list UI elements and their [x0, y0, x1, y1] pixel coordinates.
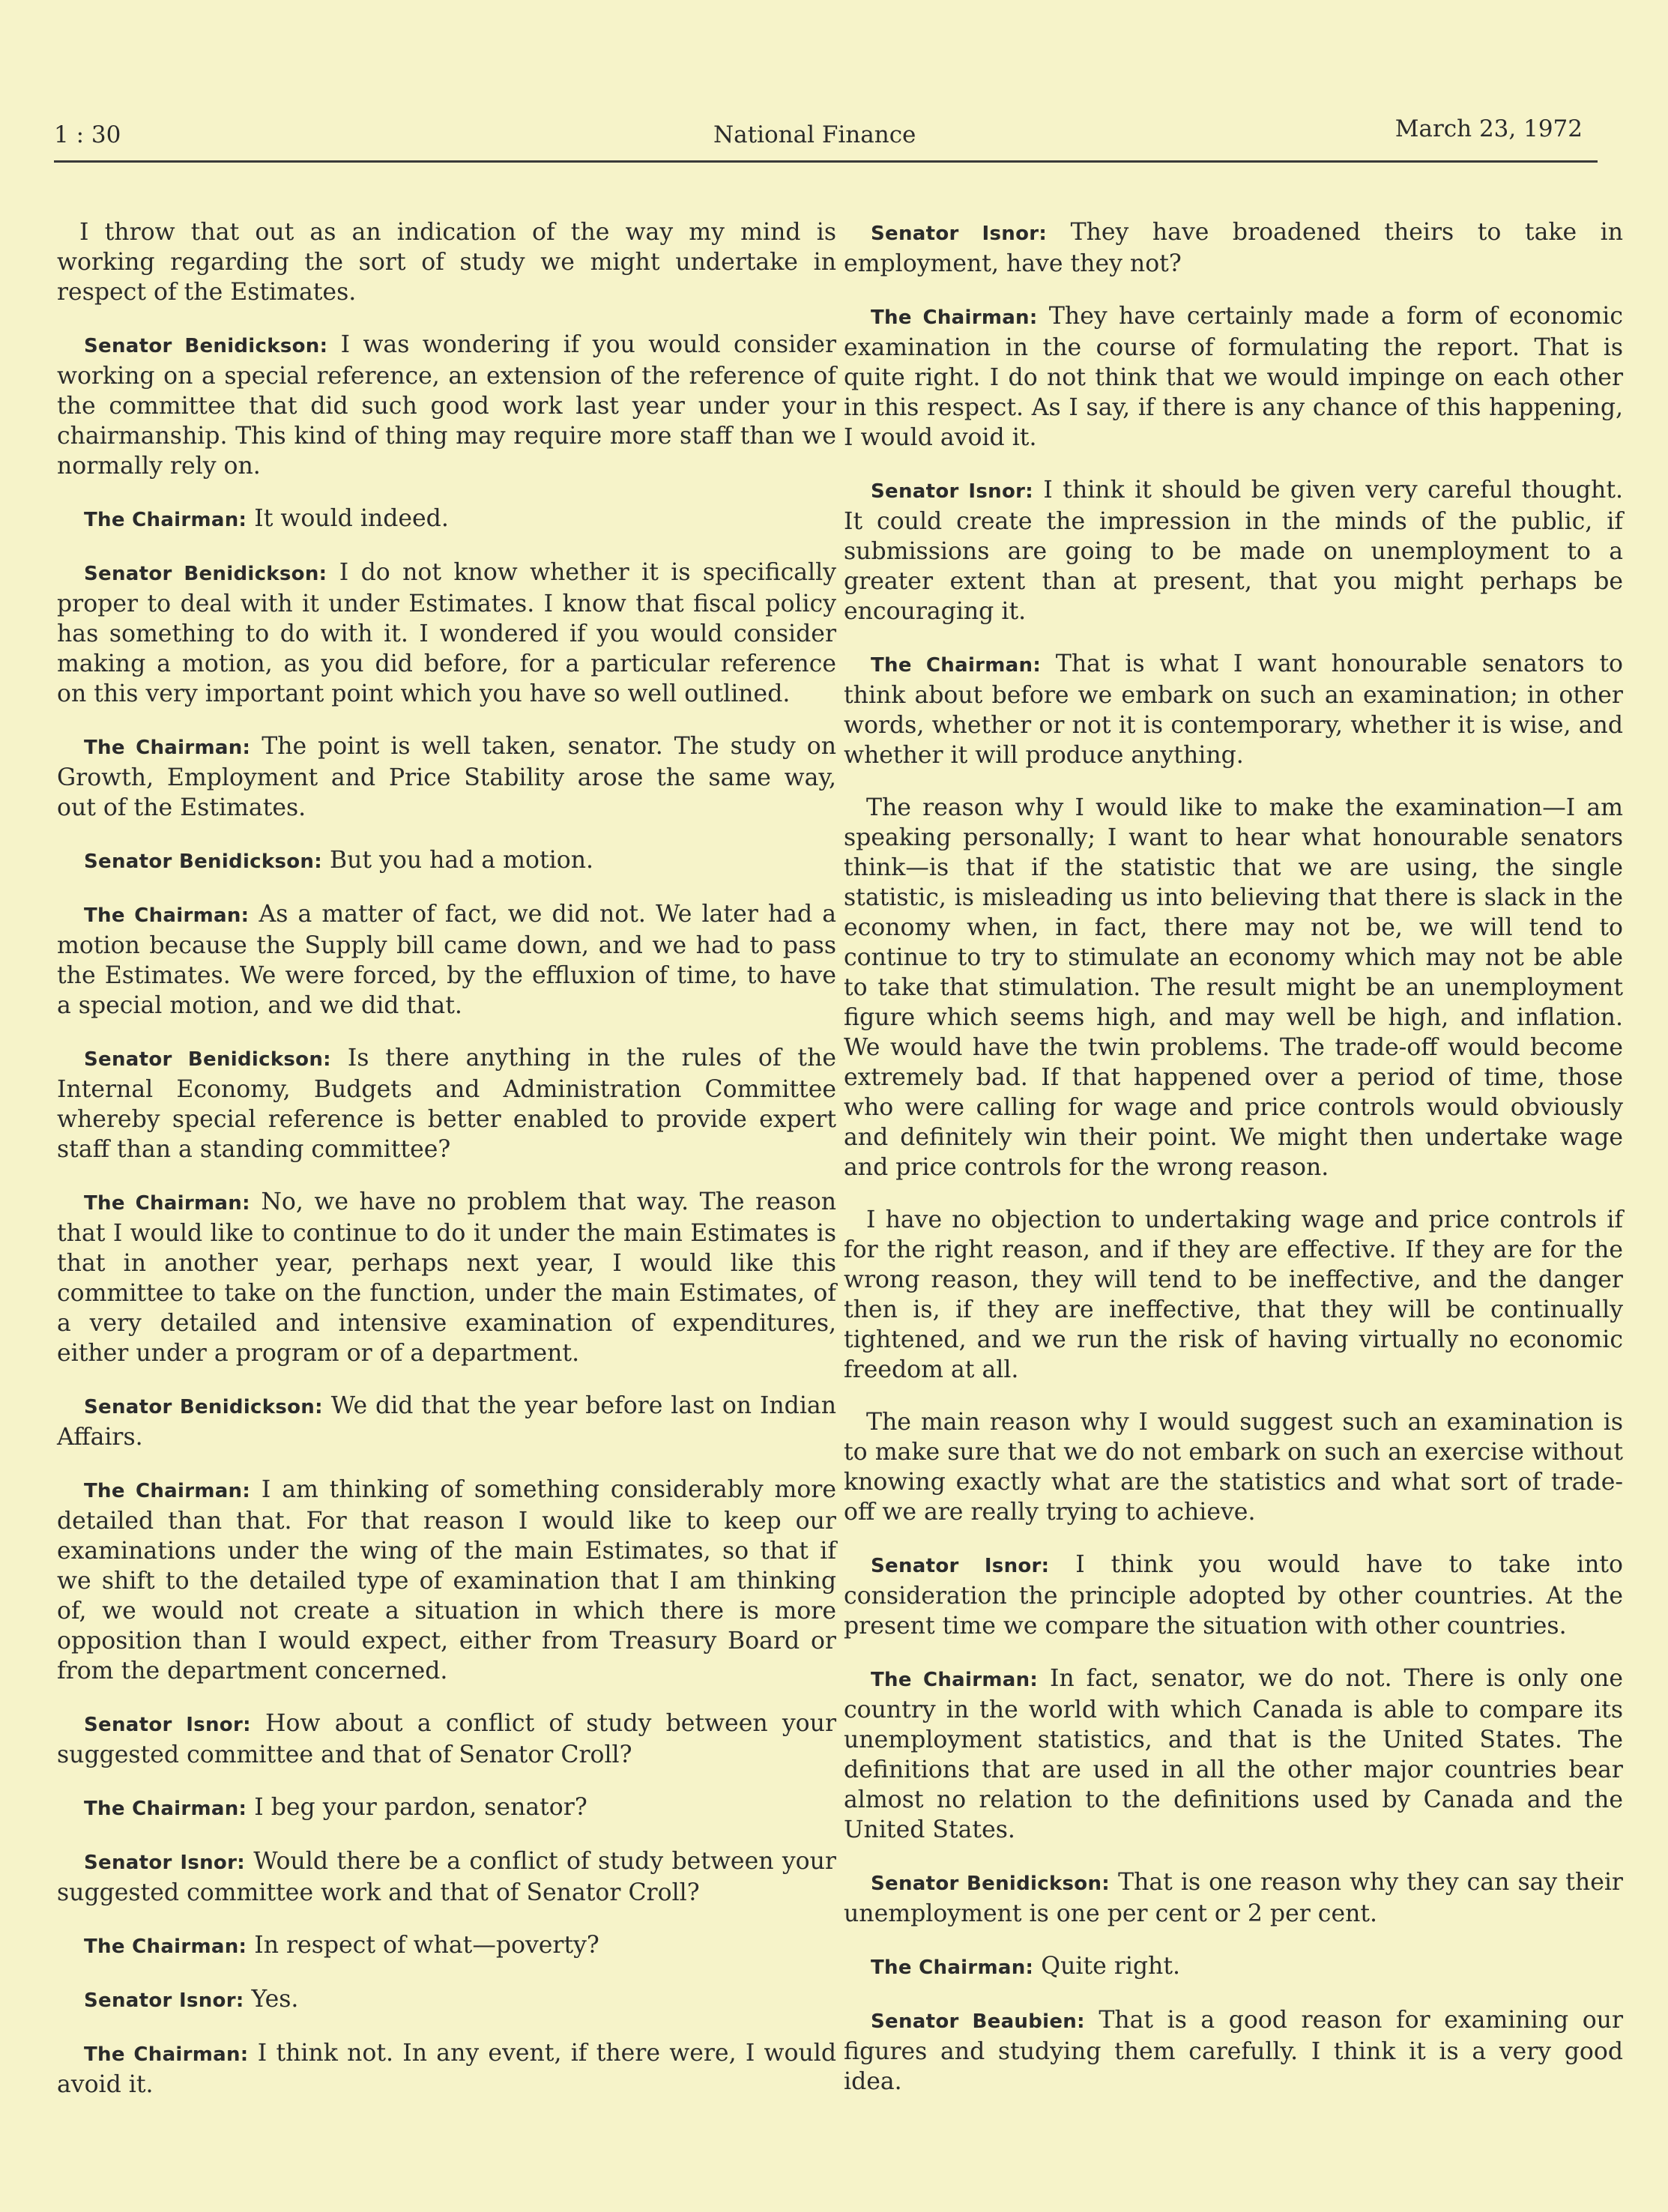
paragraph-text: Is there anything in the rules of the Internal Economy, Budgets and Administration Committee whereby special reference is better enabled to provide expert staff than a standing committee? [57, 1045, 836, 1163]
right-column [844, 217, 1623, 2119]
transcript-paragraph [844, 649, 1623, 770]
transcript-paragraph [57, 2038, 836, 2100]
paragraph-text: I throw that out as an indication of the way my mind is working regarding the sort of study we might undertake in respect of the Estimates. [57, 219, 836, 306]
transcript-paragraph [57, 1792, 836, 1824]
speaker-name: Senator Benidickson: [84, 1396, 323, 1418]
speaker-name: The Chairman: [84, 1798, 247, 1820]
speaker-name: The Chairman: [871, 1669, 1039, 1691]
speaker-name: Senator Benidickson: [84, 850, 322, 873]
transcript-paragraph [844, 1663, 1623, 1845]
transcript-paragraph [57, 330, 836, 481]
page-number: 1 : 30 [54, 121, 121, 148]
paragraph-text: I do not know whether it is specifically proper to deal with it under Estimates. I know that fiscal policy has something to do with it. I wondered if you would consider making a motion, as you did before, for a particular reference on this very important point which you have so well outlined. [57, 559, 836, 707]
speaker-name: Senator Benidickson: [871, 1873, 1110, 1895]
paragraph-text: No, we have no problem that way. The reason that I would like to continue to do it under the main Estimates is that in another year, perhaps next year, I would like this committee to take on the function, under the main Estimates, of a very detailed and intensive examination of expenditures, either under a program or of a department. [57, 1188, 837, 1367]
paragraph-text: Would there be a conflict of study between your suggested committee work and that of Senator Croll? [57, 1848, 836, 1906]
speaker-name: The Chairman: [84, 904, 250, 927]
paragraph-text: I have no objection to undertaking wage and price controls if for the right reason, and if they are effective. If they are for the wrong reason, they will tend to be ineffective, and the danger then is, if they are ineffective, that they will be continually tightened, and we run the risk of having virtually no economic freedom at all. [844, 1206, 1623, 1383]
paragraph-text: They have certainly made a form of economic examination in the course of formulating the report. That is quite right. I do not think that we would impinge on each other in this respect. As I say, if there is any chance of this happening, I would avoid it. [844, 303, 1624, 451]
publication-title: National Finance [713, 121, 916, 148]
speaker-name: Senator Isnor: [84, 1714, 251, 1736]
paragraph-text: We did that the year before last on Indian Affairs. [57, 1392, 836, 1451]
speaker-name: The Chairman: [871, 1956, 1034, 1979]
paragraph-text: I think it should be given very careful thought. It could create the impression in the minds of the public, if submissions are going to be made on unemployment to a greater extent than at present, that you might perhaps be encouraging it. [844, 477, 1623, 625]
transcript-paragraph [57, 899, 836, 1021]
speaker-name: The Chairman: [84, 509, 247, 531]
speaker-name: The Chairman: [871, 654, 1042, 677]
speaker-name: Senator Isnor: [84, 1852, 245, 1874]
paragraph-text: The main reason why I would suggest such an examination is to make sure that we do not embark on such an exercise without knowing exactly what are the statistics and what sort of trade-off we are really trying to achieve. [844, 1409, 1623, 1526]
paragraph-text: The reason why I would like to make the examination—I am speaking personally; I want to hear what honourable senators think—is that if the statistic that we are using, the single statistic, is misleading us into believing that there is slack in the economy when, in fact, there may not be, we will tend to continue to try to stimulate an economy which may not be able to take that stimulation. The result might be an unemployment figure which seems high, and may well be high, and inflation. We would have the twin problems. The trade-off would become extremely bad. If that happened over a period of time, those who were calling for wage and price controls would obviously and definitely win their point. We might then undertake wage and price controls for the wrong reason. [844, 794, 1623, 1181]
transcript-paragraph [57, 1708, 836, 1770]
speaker-name: Senator Isnor: [871, 1555, 1050, 1577]
transcript-paragraph [844, 475, 1623, 626]
paragraph-text: But you had a motion. [329, 847, 593, 874]
paragraph-text: I think you would have to take into consideration the principle adopted by other countries. At the present time we compare the situation with other countries. [844, 1551, 1623, 1640]
transcript-paragraph [844, 1550, 1623, 1641]
paragraph-text: That is what I want honourable senators to think about before we embark on such an examination; in other words, whether or not it is contemporary, whether it is wise, and whether it will produce anything. [844, 650, 1623, 769]
paragraph-text: As a matter of fact, we did not. We later had a motion because the Supply bill came down, and we had to pass the Estimates. We were forced, by the effluxion of time, to have a special motion, and we did that. [57, 901, 836, 1019]
transcript-paragraph [57, 217, 836, 307]
transcript-paragraph [844, 217, 1623, 279]
page-date: March 23, 1972 [1394, 115, 1583, 142]
transcript-paragraph [57, 1846, 836, 1908]
speaker-name: Senator Benidickson: [84, 335, 328, 357]
paragraph-text: I beg your pardon, senator? [254, 1794, 587, 1821]
transcript-paragraph [57, 1187, 836, 1368]
speaker-name: The Chairman: [84, 737, 251, 759]
transcript-paragraph [844, 301, 1623, 453]
paragraph-text: I think not. In any event, if there were, I would avoid it. [57, 2040, 836, 2098]
page-header [54, 115, 1598, 163]
transcript-paragraph [57, 557, 836, 709]
paragraph-text: That is a good reason for examining our figures and studying them carefully. I think it is a very good idea. [844, 2007, 1624, 2095]
transcript-paragraph [844, 1205, 1623, 1385]
transcript-paragraph [57, 504, 836, 535]
speaker-name: The Chairman: [871, 306, 1038, 329]
speaker-name: Senator Isnor: [84, 1989, 244, 2012]
transcript-paragraph [844, 793, 1623, 1182]
speaker-name: Senator Isnor: [871, 223, 1048, 245]
speaker-name: Senator Benidickson: [84, 563, 327, 585]
transcript-paragraph [57, 845, 836, 877]
left-column [57, 217, 836, 2122]
speaker-name: The Chairman: [84, 1480, 251, 1502]
transcript-paragraph [57, 1930, 836, 1962]
transcript-paragraph [57, 1475, 836, 1686]
speaker-name: The Chairman: [84, 1192, 250, 1215]
paragraph-text: That is one reason why they can say their unemployment is one per cent or 2 per cent. [844, 1869, 1623, 1927]
transcript-paragraph [57, 731, 836, 823]
paragraph-text: I am thinking of something considerably more detailed than that. For that reason I would like to keep our examinations under the wing of the main Estimates, so that if we shift to the detailed type of examination that I am thinking of, we would not create a situation in which there is more opposition than I would expect, either from Treasury Board or from the department concerned. [57, 1476, 837, 1684]
paragraph-text: The point is well taken, senator. The study on Growth, Employment and Price Stability arose the same way, out of the Estimates. [57, 733, 836, 821]
paragraph-text: Yes. [251, 1986, 299, 2013]
paragraph-text: In respect of what—poverty? [254, 1932, 599, 1959]
transcript-paragraph [844, 1407, 1623, 1527]
transcript-paragraph [57, 1043, 836, 1164]
transcript-paragraph [844, 1867, 1623, 1929]
speaker-name: The Chairman: [84, 1936, 247, 1958]
paragraph-text: How about a conflict of study between your suggested committee and that of Senator Croll? [57, 1710, 836, 1768]
transcript-paragraph [844, 2005, 1623, 2097]
transcript-paragraph [57, 1984, 836, 2016]
paragraph-text: It would indeed. [254, 505, 449, 532]
paragraph-text: I was wondering if you would consider working on a special reference, an extension of the reference of the committee that did such good work last year under your chairmanship. This kind of thing may require more staff than we normally rely on. [57, 331, 837, 480]
transcript-paragraph [57, 1391, 836, 1452]
paragraph-text: Quite right. [1041, 1953, 1181, 1980]
speaker-name: Senator Beaubien: [871, 2010, 1085, 2033]
paragraph-text: They have broadened theirs to take in employment, have they not? [844, 219, 1623, 277]
paragraph-text: In fact, senator, we do not. There is only one country in the world with which Canada is able to compare its unemployment statistics, and that is the United States. The definitions that are used in all the other major countries bear almost no relation to the definitions used by Canada and the United States. [844, 1665, 1623, 1843]
speaker-name: Senator Isnor: [871, 480, 1033, 503]
transcript-paragraph [844, 1951, 1623, 1983]
speaker-name: Senator Benidickson: [84, 1048, 331, 1071]
speaker-name: The Chairman: [84, 2043, 249, 2066]
